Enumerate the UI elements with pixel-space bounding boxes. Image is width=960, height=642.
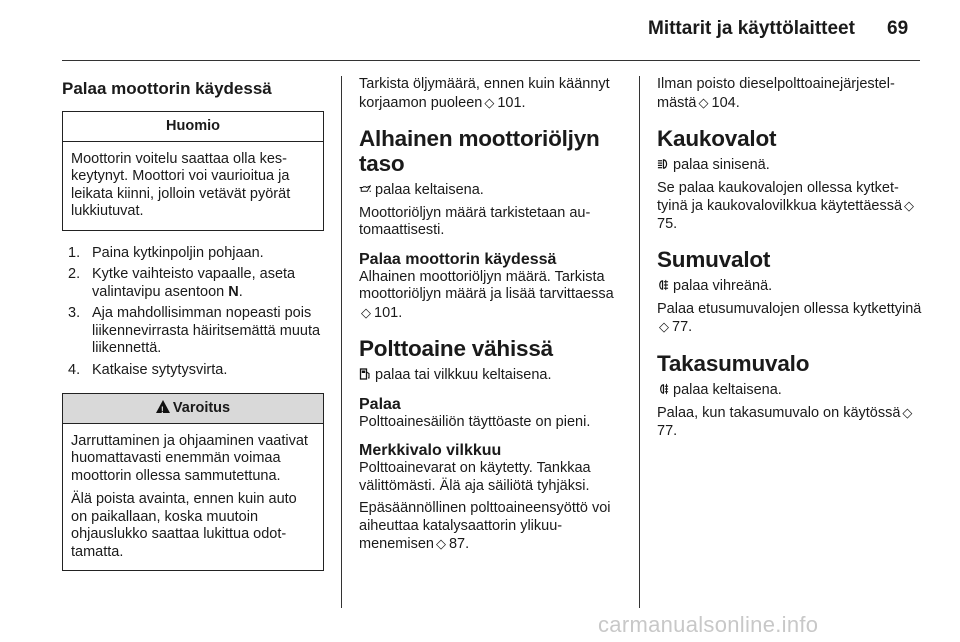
notice-box — [62, 111, 324, 231]
paragraph — [657, 404, 922, 440]
paragraph-text: Epäsäännöllinen polttoaineensyöttö voi aiheuttaa katalysaattorin ylikuumenemisen — [359, 500, 611, 552]
indicator-line — [657, 278, 922, 296]
section-fog — [657, 247, 922, 337]
page-reference: 101. — [497, 94, 526, 111]
indicator-line — [359, 367, 624, 385]
page-reference: 77. — [657, 422, 678, 439]
section-heading: Polttoaine vähissä — [359, 336, 553, 361]
step-text — [92, 266, 324, 301]
page-reference-arrow-icon: ◇ — [659, 319, 669, 334]
indicator-text: palaa sinisenä. — [673, 157, 770, 173]
indicator-text: palaa keltaisena. — [375, 182, 484, 198]
step-text-part: . — [238, 283, 243, 300]
page-reference: 75. — [657, 215, 678, 232]
indicator-text: palaa tai vilkkuu keltaisena. — [375, 367, 552, 383]
paragraph — [359, 76, 624, 112]
paragraph — [657, 76, 922, 112]
paragraph — [657, 180, 922, 234]
section-heading: Takasumuvalo — [657, 350, 810, 376]
step-text: Aja mahdollisimman nopeasti pois liikennevirrasta häiritsemättä muuta liikennettä. — [92, 305, 321, 356]
fuel-pump-icon — [359, 368, 371, 380]
column-2 — [359, 76, 624, 559]
column-3 — [657, 76, 922, 445]
section-running — [359, 250, 624, 323]
header-rule — [62, 60, 920, 61]
page-reference: 87. — [448, 536, 470, 552]
notice-text: Moottorin voitelu saattaa olla keskeytynyt. Moottori voi vaurioitua ja leikata kiinni, jolloin vetävät pyörät lukkiutuvat. — [71, 150, 291, 219]
subsection-heading: Merkkivalo vilkkuu — [359, 442, 502, 459]
section-heading: Palaa moottorin käydessä — [62, 79, 272, 98]
step-number: 3. — [68, 305, 81, 321]
page-reference: 77. — [672, 319, 693, 335]
rear-fog-light-icon — [657, 383, 669, 395]
notice-title: Huomio — [63, 112, 323, 142]
page-reference: 101. — [374, 304, 403, 321]
paragraph-text: Tarkista öljymäärä, ennen kuin käännyt korjaamon puoleen — [359, 76, 610, 111]
column-divider — [341, 76, 342, 608]
subsection-palaa — [359, 395, 624, 432]
page-number: 69 — [887, 18, 909, 39]
column-divider — [639, 76, 640, 608]
step-number: 4. — [68, 361, 81, 378]
page-reference-arrow-icon: ◇ — [698, 94, 709, 110]
warning-title — [63, 394, 323, 424]
gear-position-label: N — [228, 283, 239, 300]
step-text-part: Kytke vaihteisto vapaalle, aseta valintavipu asentoon — [92, 266, 296, 300]
warning-body — [63, 424, 323, 571]
list-item — [62, 305, 324, 358]
section-low-fuel — [359, 336, 624, 554]
warning-text: Jarruttaminen ja ohjaaminen vaativat huomattavasti enemmän voimaa moottorin ollessa sammutettuna. — [71, 432, 308, 484]
subsection-heading: Palaa moottorin käydessä — [359, 250, 557, 268]
paragraph-text: Ilman poisto dieselpolttoainejärjestelmästä — [657, 76, 895, 111]
watermark: carmanualsonline.info — [598, 612, 819, 637]
section-heading: Alhainen moottoriöljyn taso — [359, 126, 600, 176]
list-item — [62, 245, 324, 263]
paragraph-text: Palaa etusumuvalojen ollessa kytkettyinä — [657, 300, 922, 317]
page-reference: 104. — [711, 94, 740, 111]
paragraph — [657, 301, 922, 337]
page-reference-arrow-icon: ◇ — [435, 536, 446, 551]
section-rear-fog — [657, 351, 922, 441]
section-heading: Kaukovalot — [657, 126, 777, 151]
notice-body — [63, 142, 323, 230]
warning-title-text: Varoitus — [172, 400, 231, 416]
indicator-line — [359, 182, 624, 200]
section-low-oil — [359, 126, 624, 240]
paragraph-text: Alhainen moottoriöljyn määrä. Tarkista moottoriöljyn määrä ja lisää tarvittaessa — [359, 268, 614, 302]
section-heading: Sumuvalot — [657, 247, 771, 272]
section-high-beam — [657, 126, 922, 233]
paragraph: Polttoainevarat on käytetty. Tankkaa välittömästi. Älä aja säiliötä tyhjäksi. — [359, 460, 591, 494]
warning-box — [62, 393, 324, 571]
paragraph: Polttoainesäiliön täyttöaste on pieni. — [359, 413, 591, 430]
subsection-heading: Palaa — [359, 395, 401, 413]
indicator-text: palaa keltaisena. — [673, 381, 782, 398]
page-title: Mittarit ja käyttölaitteet — [648, 18, 855, 39]
paragraph-text: Palaa, kun takasumuvalo on käytössä — [657, 405, 901, 421]
step-number: 1. — [68, 244, 81, 261]
page-reference-arrow-icon: ◇ — [361, 304, 371, 320]
page-reference-arrow-icon: ◇ — [902, 405, 913, 420]
page-header — [0, 0, 960, 60]
warning-triangle-icon — [156, 400, 170, 413]
steps-list — [62, 245, 324, 380]
page-reference-arrow-icon: ◇ — [904, 198, 915, 213]
subsection-blink — [359, 441, 624, 554]
high-beam-icon — [657, 158, 669, 170]
paragraph: Moottoriöljyn määrä tarkistetaan automaattisesti. — [359, 204, 591, 238]
step-text: Katkaise sytytysvirta. — [92, 361, 228, 378]
indicator-text: palaa vihreänä. — [673, 278, 773, 294]
list-item — [62, 266, 324, 301]
paragraph — [359, 269, 624, 323]
step-text: Paina kytkinpoljin pohjaan. — [92, 244, 264, 261]
indicator-line — [657, 157, 922, 175]
list-item — [62, 362, 324, 380]
paragraph — [359, 500, 624, 554]
page-reference-arrow-icon: ◇ — [484, 94, 495, 110]
indicator-line — [657, 382, 922, 400]
oil-can-icon — [359, 183, 371, 195]
warning-text: Älä poista avainta, ennen kuin auto on paikallaan, koska muutoin ohjauslukko saattaa lukittua odottamatta. — [71, 491, 297, 560]
step-number: 2. — [68, 266, 81, 282]
column-1 — [62, 76, 324, 571]
paragraph-text: Se palaa kaukovalojen ollessa kytkettyinä ja kaukovalovilkkua käytettäessä — [657, 179, 903, 214]
front-fog-light-icon — [657, 279, 669, 291]
